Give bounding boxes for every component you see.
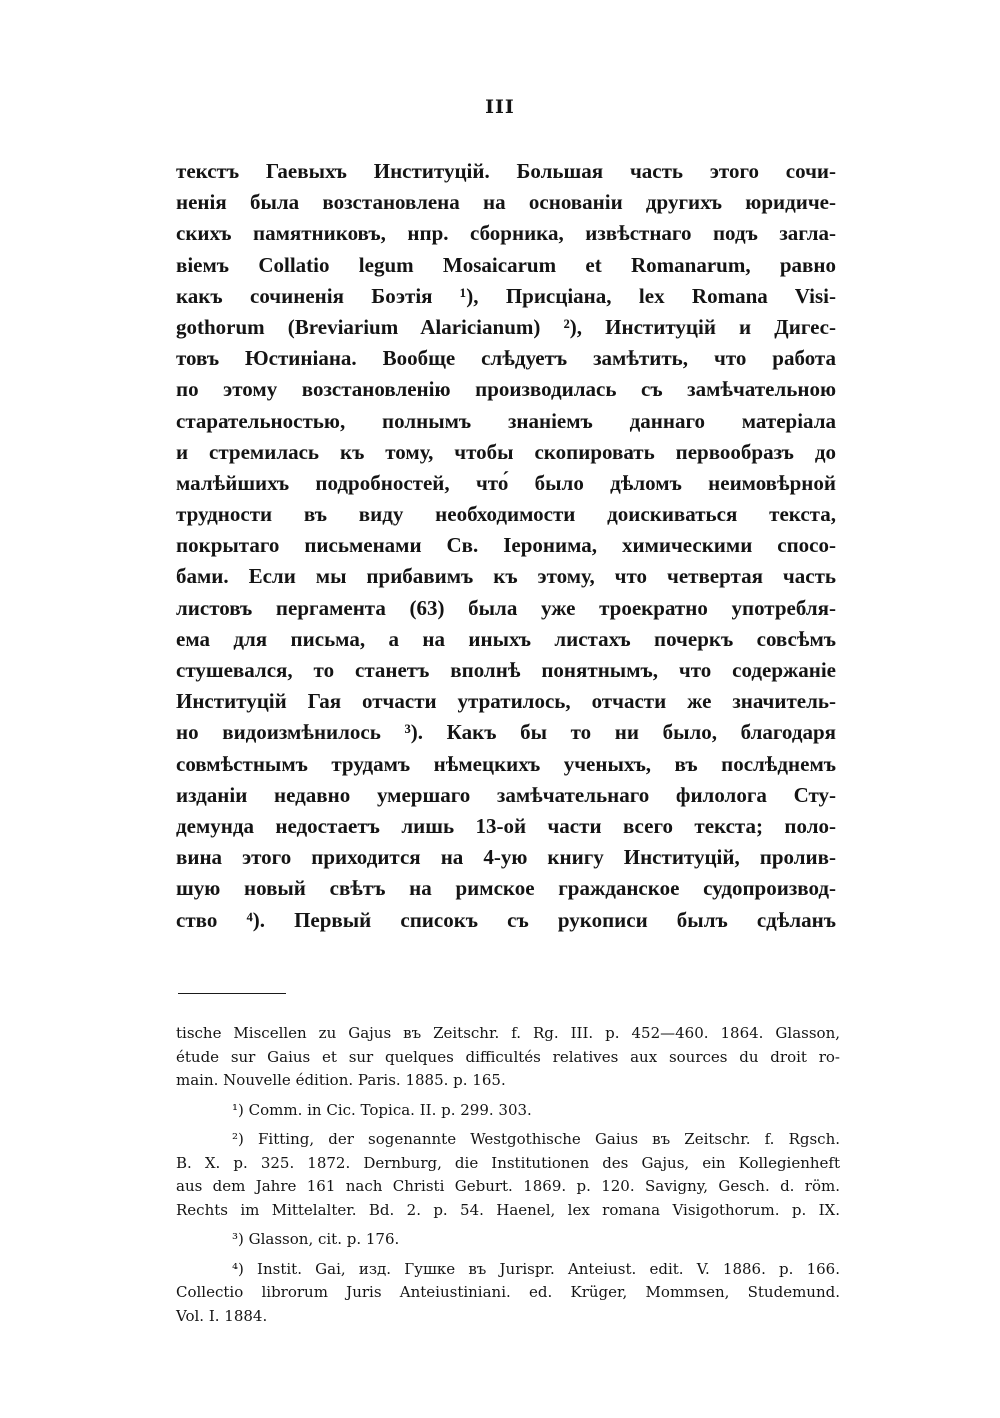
text-line: віемъ Collatio legum Mosaicarum et Romanarum, равно xyxy=(176,252,836,277)
text-line: и стремилась къ тому, чтобы скопировать первообразъ до xyxy=(176,439,836,464)
footnote-separator xyxy=(178,993,286,994)
footnote-4: ⁴) Instit. Gai, изд. Гушке въ Jurispr. Anteiust. edit. V. 1886. p. 166. xyxy=(232,1259,840,1278)
text-line: товъ Юстиніана. Вообще слѣдуетъ замѣтить, что работа xyxy=(176,346,836,371)
footnote-4-line: Vol. I. 1884. xyxy=(176,1306,268,1325)
text-line: старательностью, полнымъ знаніемъ даннаго матеріала xyxy=(176,408,836,433)
text-line: ема для письма, а на иныхъ листахъ почеркъ совсѣмъ xyxy=(176,626,836,651)
text-line: но видоизмѣнилось ³). Какъ бы то ни было, благодаря xyxy=(176,720,836,745)
text-line: текстъ Гаевыхъ Институцій. Большая часть этого сочи- xyxy=(176,159,836,183)
text-line: бами. Если мы прибавимъ къ этому, что четвертая часть xyxy=(176,564,836,589)
text-line: Институцій Гая отчасти утратилось, отчасти же значитель- xyxy=(176,689,836,714)
footnote-continuation-line: tische Miscellen zu Gajus въ Zeitschr. f. Rg. III. p. 452—460. 1864. Glasson, xyxy=(176,1024,840,1042)
footnote-1: ¹) Comm. in Cic. Topica. II. p. 299. 303. xyxy=(232,1100,532,1119)
text-line: малѣйшихъ подробностей, что́ было дѣломъ неимовѣрной xyxy=(176,470,836,495)
footnotes xyxy=(176,1022,840,1328)
footnote-3: ³) Glasson, cit. p. 176. xyxy=(232,1230,400,1248)
page-number: III xyxy=(485,96,515,118)
text-line: покрытаго письменами Св. Іеронима, химическими спосо- xyxy=(176,533,836,558)
text-line: вина этого приходится на 4-ую книгу Институцій, пролив- xyxy=(176,845,836,870)
text-line: совмѣстнымъ трудамъ нѣмецкихъ ученыхъ, въ послѣднемъ xyxy=(176,751,836,776)
footnote-2: ²) Fitting, der sogenannte Westgothische Gaius въ Zeitschr. f. Rgsch. xyxy=(232,1130,840,1148)
text-line: ство ⁴). Первый списокъ съ рукописи былъ сдѣланъ xyxy=(176,907,836,932)
text-line: изданіи недавно умершаго замѣчательнаго филолога Сту- xyxy=(176,782,836,807)
footnote-continuation-line: main. Nouvelle édition. Paris. 1885. p. 165. xyxy=(176,1071,506,1089)
text-line: скихъ памятниковъ, нпр. сборника, извѣстнаго подъ загла- xyxy=(176,221,836,246)
text-line: листовъ пергамента (63) была уже троекратно употребля- xyxy=(176,595,836,620)
text-line: по этому возстановленію производилась съ замѣчательною xyxy=(176,377,836,402)
main-text xyxy=(176,156,836,936)
text-line: демунда недостаетъ лишь 13-ой части всего текста; поло- xyxy=(176,813,836,838)
footnote-4-line: Collectio librorum Juris Anteiustiniani. ed. Krüger, Mommsen, Studemund. xyxy=(176,1283,840,1301)
text-line: какъ сочиненія Боэтія ¹), Присціана, lex Romana Visi- xyxy=(176,283,836,308)
footnote-2-line: B. X. p. 325. 1872. Dernburg, die Institutionen des Gajus, ein Kollegienheft xyxy=(176,1153,840,1172)
text-line: трудности въ виду необходимости доискиваться текста, xyxy=(176,502,836,527)
text-line: стушевался, то станетъ вполнѣ понятнымъ, что содержаніе xyxy=(176,658,836,682)
footnote-2-line: aus dem Jahre 161 nach Christi Geburt. 1869. p. 120. Savigny, Gesch. d. röm. xyxy=(176,1177,840,1195)
footnote-continuation-line: étude sur Gaius et sur quelques difficultés relatives aux sources du droit ro- xyxy=(176,1047,840,1066)
footnote-2-line: Rechts im Mittelalter. Bd. 2. p. 54. Haenel, lex romana Visigothorum. p. IX. xyxy=(176,1200,840,1219)
text-line: ненія была возстановлена на основаніи другихъ юридиче- xyxy=(176,190,836,215)
text-line: gothorum (Breviarium Alaricianum) ²), Институцій и Дигес- xyxy=(176,314,836,339)
text-line: шую новый свѣтъ на римское гражданское судопроизвод- xyxy=(176,876,836,901)
